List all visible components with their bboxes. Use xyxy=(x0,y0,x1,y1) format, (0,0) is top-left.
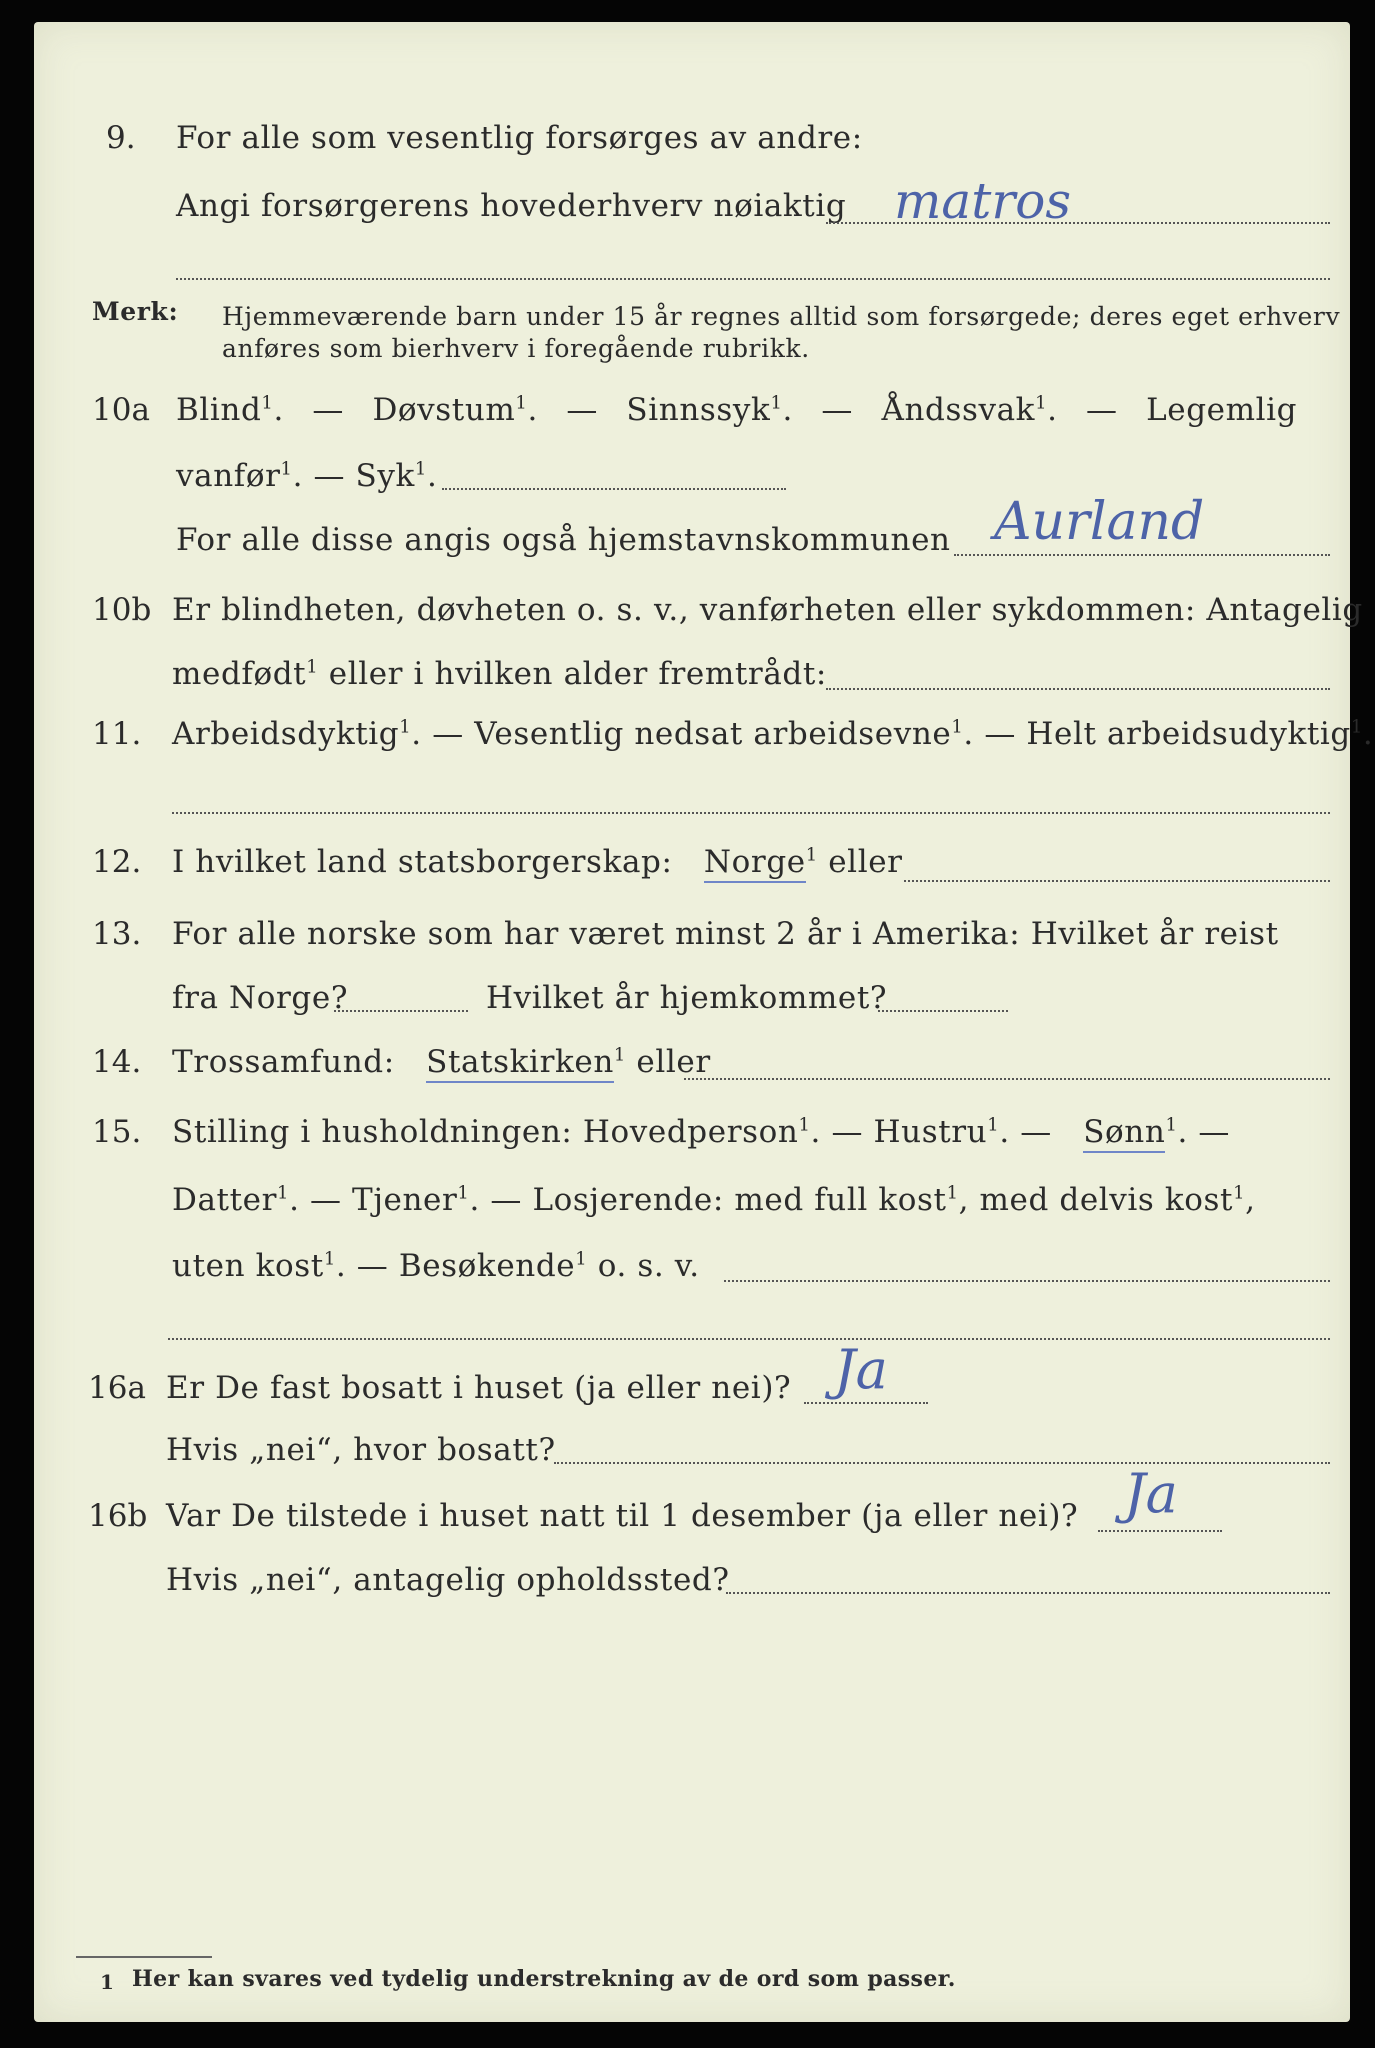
q15-number: 15. xyxy=(92,1114,142,1150)
q10a-answer-line xyxy=(954,554,1330,556)
q12-line1: I hvilket land statsborgerskap: Norge$^1$ eller xyxy=(172,844,903,880)
q10b-line1: Er blindheten, døvheten o. s. v., vanførheten eller sykdommen: Antagelig xyxy=(172,592,1363,628)
q16a-answer-line xyxy=(804,1402,928,1404)
q14-statskirken-underlined: Statskirken xyxy=(426,1044,614,1083)
q15-extra-line xyxy=(168,1338,1330,1340)
q15-answer-line xyxy=(724,1280,1330,1282)
q10a-answer: Aurland xyxy=(994,492,1205,552)
q9-number: 9. xyxy=(106,120,136,156)
q16a-number: 16a xyxy=(88,1370,146,1406)
form-page xyxy=(34,22,1374,2022)
q10a-line1: Blind$^1$. — Døvstum$^1$. — Sinnssyk$^1$. — Åndssvak$^1$. — Legemlig xyxy=(176,392,1298,428)
q9-line2: Angi forsørgerens hovederhverv nøiaktig xyxy=(176,188,847,224)
q11-line1: Arbeidsdyktig$^1$. — Vesentlig nedsat arbeidsevne$^1$. — Helt arbeidsudyktig$^1$. xyxy=(172,716,1374,752)
q11-answer-line xyxy=(172,812,1330,814)
q10a-line2: vanfør$^1$. — Syk$^1$. xyxy=(176,458,438,494)
q16a-line2: Hvis „nei“, hvor bosatt? xyxy=(166,1432,556,1468)
merk-label: Merk: xyxy=(92,297,179,326)
q10a-number: 10a xyxy=(92,392,150,428)
q12-number: 12. xyxy=(92,844,142,880)
q15-line3: uten kost$^1$. — Besøkende$^1$ o. s. v. xyxy=(172,1248,700,1284)
q11-number: 11. xyxy=(92,716,142,752)
footnote-rule xyxy=(76,1956,212,1958)
q10b-line2: medfødt$^1$ eller i hvilken alder fremtrådt: xyxy=(172,656,827,692)
q16b-answer: Ja xyxy=(1124,1462,1178,1525)
q16b-line2: Hvis „nei“, antagelig opholdssted? xyxy=(166,1562,730,1598)
q15-line1: Stilling i husholdningen: Hovedperson$^1$. — Hustru$^1$. — Sønn$^1$. — xyxy=(172,1114,1230,1150)
q15-sonn-underlined: Sønn xyxy=(1083,1114,1165,1153)
q13-line2a: fra Norge? xyxy=(172,980,349,1016)
q9-extra-line xyxy=(176,278,1330,280)
q14-line1: Trossamfund: Statskirken$^1$ eller xyxy=(172,1044,711,1080)
q12-answer-line xyxy=(904,880,1330,882)
q14-number: 14. xyxy=(92,1044,142,1080)
q16b-opholdssted-line xyxy=(726,1592,1330,1594)
q13-hjem-line xyxy=(878,1010,1008,1012)
q9-answer: matros xyxy=(894,172,1071,230)
q10a-line3: For alle disse angis også hjemstavnskommunen xyxy=(176,522,951,558)
q13-line1: For alle norske som har været minst 2 år i Amerika: Hvilket år reist xyxy=(172,916,1279,952)
footnote-mark: 1 xyxy=(100,1970,115,1994)
q16a-answer: Ja xyxy=(834,1338,888,1401)
q13-number: 13. xyxy=(92,916,142,952)
q16a-bosatt-line xyxy=(554,1462,1330,1464)
merk-line2: anføres som bierhverv i foregående rubrikk. xyxy=(222,334,810,363)
q13-line2b: Hvilket år hjemkommet? xyxy=(486,980,888,1016)
q16b-line1: Var De tilstede i huset natt til 1 desember (ja eller nei)? xyxy=(166,1498,1079,1534)
q15-line2: Datter$^1$. — Tjener$^1$. — Losjerende: med full kost$^1$, med delvis kost$^1$, xyxy=(172,1182,1256,1218)
footnote-text: Her kan svares ved tydelig understrekning av de ord som passer. xyxy=(132,1966,956,1992)
merk-line1: Hjemmeværende barn under 15 år regnes alltid som forsørgede; deres eget erhverv xyxy=(222,302,1341,331)
q16b-answer-line xyxy=(1098,1530,1222,1532)
q9-line1: For alle som vesentlig forsørges av andre: xyxy=(176,120,863,156)
q10a-syk-line xyxy=(442,488,786,490)
q12-norge-underlined: Norge xyxy=(704,844,806,883)
q16b-number: 16b xyxy=(88,1498,148,1534)
q16a-line1: Er De fast bosatt i huset (ja eller nei)? xyxy=(166,1370,792,1406)
q13-reist-line xyxy=(334,1010,468,1012)
q14-answer-line xyxy=(684,1078,1330,1080)
q10b-answer-line xyxy=(826,688,1330,690)
q10b-number: 10b xyxy=(92,592,152,628)
